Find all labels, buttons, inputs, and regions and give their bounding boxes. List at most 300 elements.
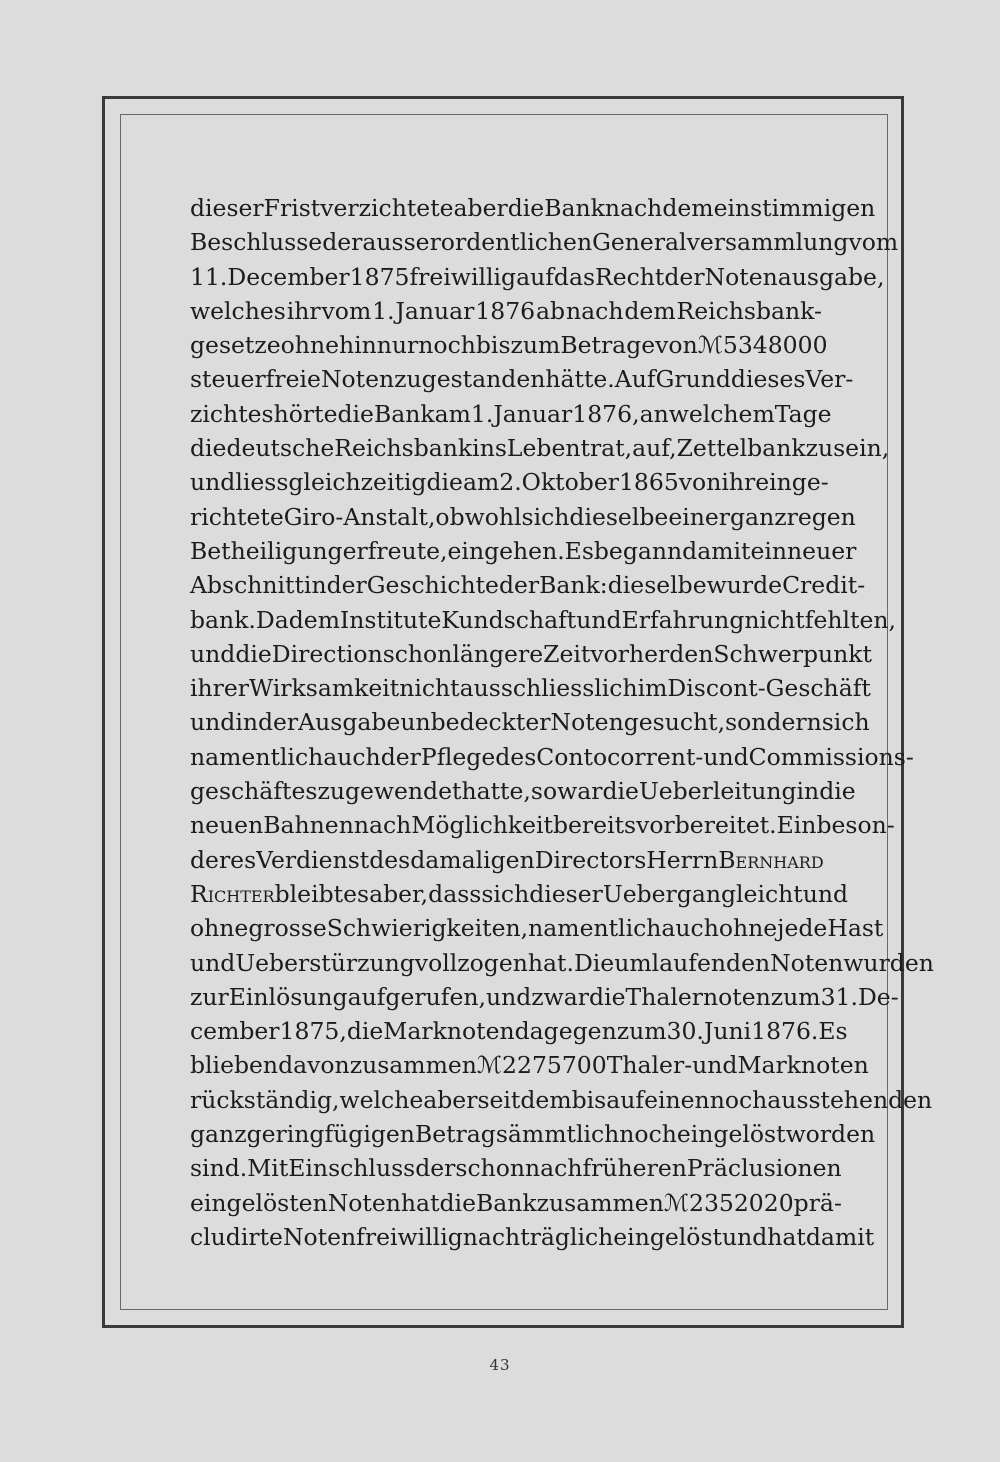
word: geschäftes	[190, 777, 318, 806]
word: nachträglich	[462, 1222, 614, 1251]
word: begann	[593, 536, 683, 565]
word: ganz	[730, 502, 787, 531]
word: zum	[770, 982, 821, 1011]
word: bereits	[552, 811, 637, 840]
word: Hast	[827, 914, 884, 943]
text-line	[190, 1048, 869, 1082]
word: 000	[782, 331, 828, 360]
word: in	[303, 571, 327, 600]
text-line	[190, 465, 829, 499]
text-line	[190, 980, 899, 1014]
word: Einlösung	[228, 982, 348, 1011]
word: auf	[516, 262, 554, 291]
word: des	[369, 845, 411, 874]
word: Mit	[247, 1154, 289, 1183]
word: Credit-	[782, 571, 866, 600]
word: Bernhard	[718, 845, 824, 874]
word: davon	[278, 1051, 350, 1080]
word: Marknoten	[737, 1051, 869, 1080]
word: dem	[662, 194, 714, 222]
word: Bank	[544, 194, 605, 222]
word: dieser	[190, 194, 264, 222]
word: freiwillig	[356, 1222, 463, 1251]
word: bank.	[190, 605, 256, 634]
text-line	[190, 740, 914, 774]
word: Ueberstürzung	[235, 948, 415, 977]
word: früheren	[582, 1154, 687, 1183]
word: zwar	[531, 982, 590, 1011]
word: schon	[455, 1154, 526, 1183]
word: und	[190, 708, 236, 737]
text-line	[190, 1014, 848, 1048]
word: die	[589, 982, 626, 1011]
word: 348	[737, 331, 783, 360]
word: an	[639, 399, 669, 428]
word: namentlich	[528, 914, 662, 943]
word: verzichtete	[320, 194, 454, 222]
word: December	[227, 262, 350, 291]
word: worden	[785, 1120, 876, 1149]
word: zum	[616, 1017, 667, 1046]
word: ihrer	[190, 674, 250, 703]
word: Schwerpunkt	[713, 639, 872, 668]
word: steuerfreie	[190, 365, 321, 394]
word: in	[796, 777, 820, 806]
word: Ver-	[805, 365, 854, 394]
text-line	[190, 397, 832, 431]
word: Schwierigkeiten,	[326, 914, 529, 943]
word: und	[721, 1222, 768, 1251]
text-line	[190, 362, 854, 396]
word: trat,	[580, 434, 633, 463]
text-line	[190, 671, 871, 705]
text-line	[190, 225, 899, 259]
word: die	[346, 1017, 384, 1046]
word: und	[190, 468, 236, 497]
word: und	[190, 948, 236, 977]
word: sich	[821, 708, 870, 737]
word: 1876	[475, 296, 536, 325]
word: erfreute,	[342, 536, 448, 565]
word: Es	[564, 536, 594, 565]
word: der	[664, 262, 705, 291]
word: Herrn	[646, 845, 719, 874]
word: einstimmigen	[713, 194, 876, 222]
word: damit	[805, 1222, 875, 1251]
word: von	[678, 468, 722, 497]
word: umlaufenden	[614, 948, 771, 977]
word: 30.	[666, 1017, 704, 1046]
word: Juni	[703, 1017, 752, 1046]
word: noch	[619, 1120, 677, 1149]
word: gleichzeitig	[288, 468, 427, 497]
word: fehlten,	[804, 605, 896, 634]
word: Richter	[190, 879, 275, 908]
word: von	[655, 331, 698, 360]
word: liess	[235, 468, 289, 497]
word: neuer	[787, 536, 857, 565]
text-line	[190, 911, 884, 945]
word: die	[426, 468, 463, 497]
text-line	[190, 1117, 876, 1151]
word: Notenausgabe,	[704, 262, 885, 291]
word: nach	[566, 296, 624, 325]
word: am	[462, 468, 500, 497]
word: Bahnen	[263, 811, 354, 840]
word: namentlich	[190, 742, 324, 771]
word: 2	[502, 1051, 517, 1080]
text-line	[190, 808, 895, 842]
text-line	[190, 294, 822, 328]
word: Noten	[320, 365, 395, 394]
word: freiwillig	[409, 262, 517, 291]
word: ausschliesslich	[459, 674, 638, 703]
word: 1.	[372, 296, 395, 325]
word: war	[557, 777, 603, 806]
word: deres	[190, 845, 257, 874]
word: blieben	[190, 1051, 279, 1080]
word: Beschlusse	[190, 228, 323, 257]
word: 2	[688, 1188, 704, 1217]
word: hat.	[527, 948, 574, 977]
word: im	[637, 674, 668, 703]
word: 020	[748, 1188, 794, 1217]
word: zu	[805, 434, 834, 463]
word: 1876,	[572, 399, 640, 428]
text-line	[190, 774, 856, 808]
word: De-	[857, 982, 899, 1011]
word: Ausgabe	[298, 708, 401, 737]
word: ohnehin	[280, 331, 377, 360]
word: der	[380, 742, 421, 771]
word: Verdienst	[256, 845, 370, 874]
word: Discont-Geschäft	[667, 674, 871, 703]
page-number: 43	[489, 1356, 511, 1374]
word: Noten	[327, 1188, 401, 1217]
word: 11.	[190, 262, 228, 291]
word: Generalversammlung	[592, 228, 849, 257]
word: vorher	[590, 639, 670, 668]
word: Tage	[774, 399, 832, 428]
word: nach	[353, 811, 412, 840]
word: es	[343, 879, 370, 908]
word: dem	[624, 296, 676, 325]
word: welchem	[668, 399, 775, 428]
word: unbedeckter	[400, 708, 551, 737]
word: obwohl	[435, 502, 522, 531]
word: hat	[767, 1222, 806, 1251]
word: 700	[561, 1051, 607, 1080]
text-line	[190, 603, 896, 637]
word: nicht	[399, 674, 460, 703]
word: Marknoten	[383, 1017, 515, 1046]
text-line	[190, 191, 876, 225]
word: der	[322, 228, 363, 257]
word: ohne	[190, 914, 249, 943]
word: ab	[536, 296, 566, 325]
word: 5	[722, 331, 738, 360]
word: nur	[376, 331, 419, 360]
word: Uebergang	[602, 879, 737, 908]
word: Giro-Anstalt,	[283, 502, 436, 531]
word: schon	[382, 639, 453, 668]
word: dieselbe	[569, 502, 669, 531]
word: die	[190, 434, 227, 463]
word: Contocorrent-	[536, 742, 704, 771]
word: und	[190, 639, 236, 668]
word: zusammen	[349, 1051, 477, 1080]
word: ihr	[286, 296, 321, 325]
word: ganz	[190, 1120, 247, 1149]
word: eingelösten	[190, 1188, 328, 1217]
word: nicht	[744, 605, 805, 634]
text-line	[190, 260, 885, 294]
word: einer	[668, 502, 731, 531]
word: cember	[190, 1017, 280, 1046]
text-line	[190, 877, 849, 911]
word: leicht	[736, 879, 803, 908]
word: der	[498, 571, 540, 600]
word: neuen	[190, 811, 264, 840]
word: Zeit	[543, 639, 591, 668]
word: Noten	[550, 708, 624, 737]
word: die	[507, 194, 545, 222]
word: Pflege	[420, 742, 496, 771]
word: prä-	[793, 1188, 842, 1217]
word: Reichsbank	[334, 434, 473, 463]
word: längere	[452, 639, 544, 668]
word: ausserordentlichen	[362, 228, 593, 257]
word: Erfahrung	[621, 605, 745, 634]
word: grosse	[248, 914, 327, 943]
word: ℳ	[697, 331, 723, 360]
word: die	[337, 399, 374, 428]
word: hat	[400, 1188, 440, 1217]
word: aufgerufen,	[347, 982, 486, 1011]
text-line	[190, 637, 872, 671]
text-line	[190, 500, 856, 534]
word: und	[576, 605, 622, 634]
word: eingelöst	[676, 1120, 786, 1149]
word: Frist	[263, 194, 321, 222]
text-line	[190, 1186, 842, 1220]
word: rückständig,	[190, 1085, 340, 1114]
word: ihr	[721, 468, 756, 497]
word: Abschnitt	[190, 571, 304, 600]
word: dem	[288, 605, 340, 634]
word: noch	[709, 1085, 768, 1114]
word: ℳ	[476, 1051, 503, 1080]
word: dieses	[730, 365, 806, 394]
word: welche	[339, 1085, 424, 1114]
text-line	[190, 1151, 842, 1185]
word: am	[434, 399, 471, 428]
word: 352	[703, 1188, 749, 1217]
word: sein,	[833, 434, 890, 463]
word: vollzogen	[414, 948, 528, 977]
word: Januar	[493, 399, 573, 428]
word: der	[415, 1154, 456, 1183]
word: Commissions-	[748, 742, 914, 771]
word: ein	[750, 536, 788, 565]
word: sondern	[725, 708, 822, 737]
word: Ein	[776, 811, 817, 840]
word: damaligen	[410, 845, 535, 874]
word: der	[257, 708, 299, 737]
word: Zettelbank	[676, 434, 806, 463]
word: die	[819, 777, 856, 806]
word: richtete	[190, 502, 284, 531]
word: noch	[418, 331, 476, 360]
word: dagegen	[514, 1017, 617, 1046]
text-line	[190, 1220, 875, 1254]
word: wurden	[843, 948, 934, 977]
word: vom	[848, 228, 899, 257]
word: gesetze	[190, 331, 281, 360]
word: wurde	[706, 571, 783, 600]
word: nach	[525, 1154, 583, 1183]
word: der	[326, 571, 367, 600]
word: Noten	[282, 1222, 357, 1251]
word: bis	[475, 331, 511, 360]
word: in	[235, 708, 258, 737]
word: 275	[517, 1051, 562, 1080]
word: Reichsbank-	[676, 296, 822, 325]
word: Geschichte	[366, 571, 499, 600]
word: welches	[190, 296, 286, 325]
word: und	[802, 879, 849, 908]
word: eingelöst	[613, 1222, 722, 1251]
word: Wirksamkeit	[249, 674, 400, 703]
word: sämmtlich	[495, 1120, 620, 1149]
word: die	[602, 777, 639, 806]
word: und	[485, 982, 532, 1011]
word: ohne	[718, 914, 778, 943]
word: sind.	[190, 1154, 248, 1183]
text-line	[190, 431, 890, 465]
word: Oktober	[521, 468, 619, 497]
word: hätte.	[545, 365, 615, 394]
word: sich	[521, 502, 570, 531]
word: damit	[682, 536, 751, 565]
word: zum	[510, 331, 561, 360]
word: Möglichkeit	[411, 811, 553, 840]
word: Recht	[595, 262, 665, 291]
word: Grund	[655, 365, 731, 394]
word: Institute	[340, 605, 442, 634]
word: Da	[255, 605, 289, 634]
text-line	[190, 705, 870, 739]
word: auch	[323, 742, 381, 771]
word: Betheiligung	[190, 536, 343, 565]
word: Einschluss	[288, 1154, 416, 1183]
word: zugestanden	[394, 365, 546, 394]
word: Thalernoten	[625, 982, 771, 1011]
word: Betrag	[414, 1120, 496, 1149]
word: dass	[428, 879, 482, 908]
word: 1875,	[279, 1017, 347, 1046]
word: so	[530, 777, 558, 806]
word: zugewendet	[317, 777, 462, 806]
word: beson-	[816, 811, 895, 840]
word: cludirte	[190, 1222, 283, 1251]
word: Leben	[506, 434, 581, 463]
word: zichtes	[190, 399, 274, 428]
word: vom	[321, 296, 372, 325]
word: aber	[453, 194, 508, 222]
word: Betrage	[560, 331, 656, 360]
word: zusammen	[536, 1188, 664, 1217]
text-line	[190, 946, 934, 980]
text-line	[190, 328, 828, 362]
word: eingehen.	[447, 536, 565, 565]
word: 1865	[618, 468, 679, 497]
word: sich	[481, 879, 530, 908]
word: ℳ	[663, 1188, 689, 1217]
text-line	[190, 568, 866, 602]
word: Bank	[475, 1188, 537, 1217]
word: Die	[573, 948, 615, 977]
word: 31.	[820, 982, 858, 1011]
word: aber	[423, 1085, 478, 1114]
word: und	[703, 742, 749, 771]
body-text	[190, 191, 934, 1254]
word: auf	[606, 1085, 645, 1114]
word: regen	[786, 502, 856, 531]
word: bis	[571, 1085, 607, 1114]
word: 1.	[470, 399, 494, 428]
word: gesucht,	[623, 708, 726, 737]
word: Auf	[614, 365, 656, 394]
word: deutsche	[226, 434, 335, 463]
word: auf,	[632, 434, 677, 463]
word: Es	[818, 1017, 848, 1046]
word: den	[669, 639, 714, 668]
word: und	[692, 1051, 738, 1080]
word: einge-	[755, 468, 829, 497]
word: seitdem	[477, 1085, 572, 1114]
text-line	[190, 534, 857, 568]
word: hörte	[273, 399, 338, 428]
word: Bank:	[539, 571, 608, 600]
word: 1875	[349, 262, 410, 291]
word: geringfügigen	[246, 1120, 415, 1149]
word: 2.	[499, 468, 522, 497]
word: das	[553, 262, 596, 291]
text-line	[190, 1083, 933, 1117]
word: jede	[777, 914, 828, 943]
word: ausstehenden	[767, 1085, 933, 1114]
word: Januar	[395, 296, 475, 325]
word: Kundschaft	[441, 605, 577, 634]
word: nach	[604, 194, 663, 222]
word: vorbereitet.	[636, 811, 777, 840]
word: ins	[472, 434, 507, 463]
word: dieselbe	[607, 571, 707, 600]
word: aber,	[369, 879, 429, 908]
word: 1876.	[751, 1017, 819, 1046]
word: des	[495, 742, 537, 771]
word: Ueberleitung	[638, 777, 797, 806]
word: hatte,	[461, 777, 531, 806]
word: Noten	[770, 948, 844, 977]
word: die	[439, 1188, 476, 1217]
word: die	[235, 639, 272, 668]
word: Bank	[373, 399, 435, 428]
word: Thaler-	[606, 1051, 693, 1080]
word: auch	[661, 914, 719, 943]
word: bleibt	[274, 879, 344, 908]
